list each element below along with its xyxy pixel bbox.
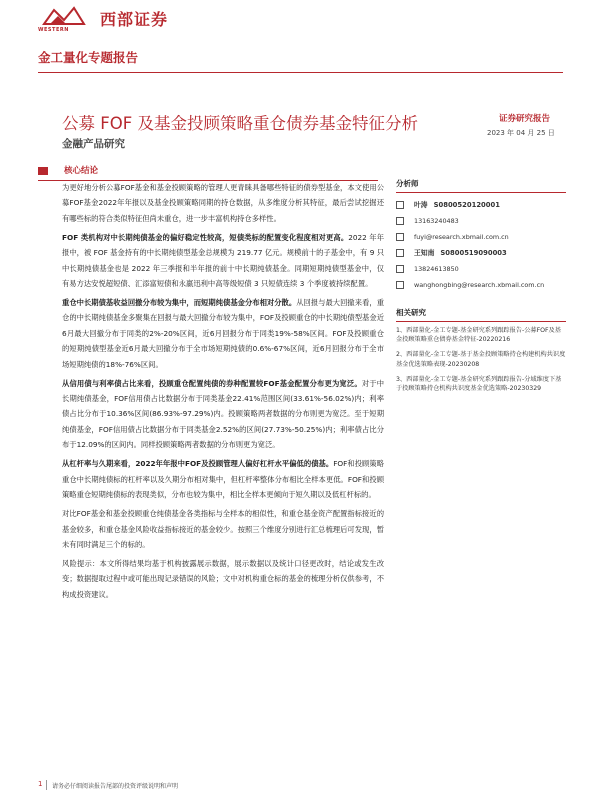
paragraph: 从信用债与利率债占比来看，投顾重仓配置纯债的券种配置较FOF基金配置分布更为宽泛。对于中长期纯债基金，FOF信用债占比数据分布于同类基金22.41%范围区间(33.61%-56.02%)内；利率债占比分布于10.36%区间(86.93%-97.29%)内。投顾策略两者数据的分布则更为宽泛。至于短期纯债基金，FOF信用债占比数据分布于同类基金2.52%的区间(27.73%-50.25%)内；利率债占比分布于12.09%的区间内。同样投顾策略两者数据的分布则更为宽泛。 [62, 378, 385, 450]
report-title: 公募 FOF 及基金投顾策略重仓债券基金特征分析 [62, 114, 418, 133]
analyst-phone: 13824613850 [396, 261, 566, 277]
analyst-header: 分析师 [396, 178, 566, 193]
header-divider [38, 72, 563, 73]
related-research-header: 相关研究 [396, 307, 566, 322]
report-date: 2023 年 04 月 25 日 [487, 129, 555, 137]
logo-text: WESTERN [38, 27, 69, 33]
user-icon [396, 249, 404, 257]
analyst-email[interactable]: fuyi@research.xbmail.com.cn [396, 229, 566, 245]
paragraph: 对比FOF基金和基金投顾重仓纯债基金各类指标与全样本的相似性，和重仓基金资产配置指标接近的基金较多，和重仓基金风险收益指标接近的基金较少。按照三个维度分别进行汇总梳理后可发现，暂未有同时满足三个的标的。 [62, 509, 384, 549]
user-icon [396, 201, 404, 209]
section-marker-icon [38, 167, 48, 175]
mail-icon [396, 233, 404, 241]
core-conclusion-header [38, 164, 378, 178]
paragraph: FOF 类机构对中长期纯债基金的偏好稳定性较高，短债类标的配置变化程度相对更高。2022 年年报中，被 FOF 基金持有的中长期纯债型基金总规模为 219.77 亿元。规模前十的子基金中，有 9 只中长期纯债基金也是 2022 年三季报和半年报的前十中长期纯债基金。同期短期纯债型基金中，仅有易方达安悦超短债、汇添富短债和永嬴迅利中高等级短债 3 只短债连续 3 个季度被持续配置。 [62, 232, 384, 289]
footer-divider [46, 780, 47, 790]
related-report-link[interactable]: 1、西部量化-金工专题-基金研究系列跟踪报告-公募FOF及基金投顾策略重仓债券基金特征-20220216 [396, 327, 561, 344]
core-conclusion-label: 核心结论 [64, 166, 99, 176]
footer-disclaimer: 请务必仔细阅读报告尾部的投资评级说明和声明 [52, 783, 179, 790]
related-report-link[interactable]: 3、西部量化-金工专题-基金研究系列跟踪报告-分域维度下基于投顾策略持仓机构共识度基金优选策略-20230329 [396, 375, 562, 393]
sidebar [396, 178, 566, 399]
brand-name: 西部证券 [100, 10, 169, 29]
analyst-phone: 13163240483 [396, 213, 566, 229]
report-type: 证券研究报告 [499, 114, 551, 124]
phone-icon [396, 265, 404, 273]
mail-icon [396, 281, 404, 289]
analyst-row: 王知南 S0800519090003 [396, 245, 566, 261]
report-subtitle: 金融产品研究 [62, 138, 125, 150]
paragraph: 为更好地分析公募FOF基金和基金投顾策略的管理人更青睐具备哪些特征的债券型基金，本文使用公募FOF基金2022年年报以及基金投顾策略同期的持仓数据，从多维度分析其特征，最后尝试挖掘还有哪些标的符合类似特征但尚未重仓，进一步丰富机构持仓多样性。 [62, 183, 384, 223]
analyst-email[interactable]: wanghongbing@research.xbmail.com.cn [396, 277, 566, 293]
page-number: 1 [38, 780, 43, 788]
paragraph: 从杠杆率与久期来看，2022年年报中FOF及投顾管理人偏好杠杆水平偏低的债基。FOF和投顾策略重仓中长期纯债标的杠杆率以及久期分布相对集中，但杠杆率整体分布相比全样本更低。FOF和投顾策略重仓短期纯债标的表现类似，分布也较为集中，相比全样本更倾向于短久期以及低杠杆标的。 [62, 459, 385, 500]
phone-icon [396, 217, 404, 225]
report-series: 金工量化专题报告 [38, 50, 139, 65]
paragraph: 重仓中长期债基收益回撤分布较为集中，而短期纯债基金分布相对分散。从回报与最大回撤来看，重仓的中长期纯债基金多聚集在回报与最大回撤分布较为集中，FOF及投顾重仓的中长期纯债型基金近6月最大回撤分布于同类的2%-20%区间，近6月回报分布于同类19%-58%区间。FOF及投顾重仓的短期纯债型基金近6月最大回撤分布于全市场短期纯债的0.6%-67%区间，近6月回报分布于全市场短期纯债的18%-76%区间。 [62, 298, 385, 369]
analyst-row: 叶涛 S0800520120001 [396, 197, 566, 213]
main-body [62, 180, 384, 606]
risk-warning: 风险提示：本文所得结果均基于机构披露展示数据，展示数据以及统计口径更改时，结论或发生改变；数据提取过程中或可能出现记录错误的风险；文中对机构重仓标的基金的梳理分析仅供参考，不构成投资建议。 [62, 558, 384, 599]
related-report-link[interactable]: 2、西部量化-金工专题-基于基金投顾策略持仓构建机构共识度基金优选策略表现-20230208 [396, 351, 566, 368]
